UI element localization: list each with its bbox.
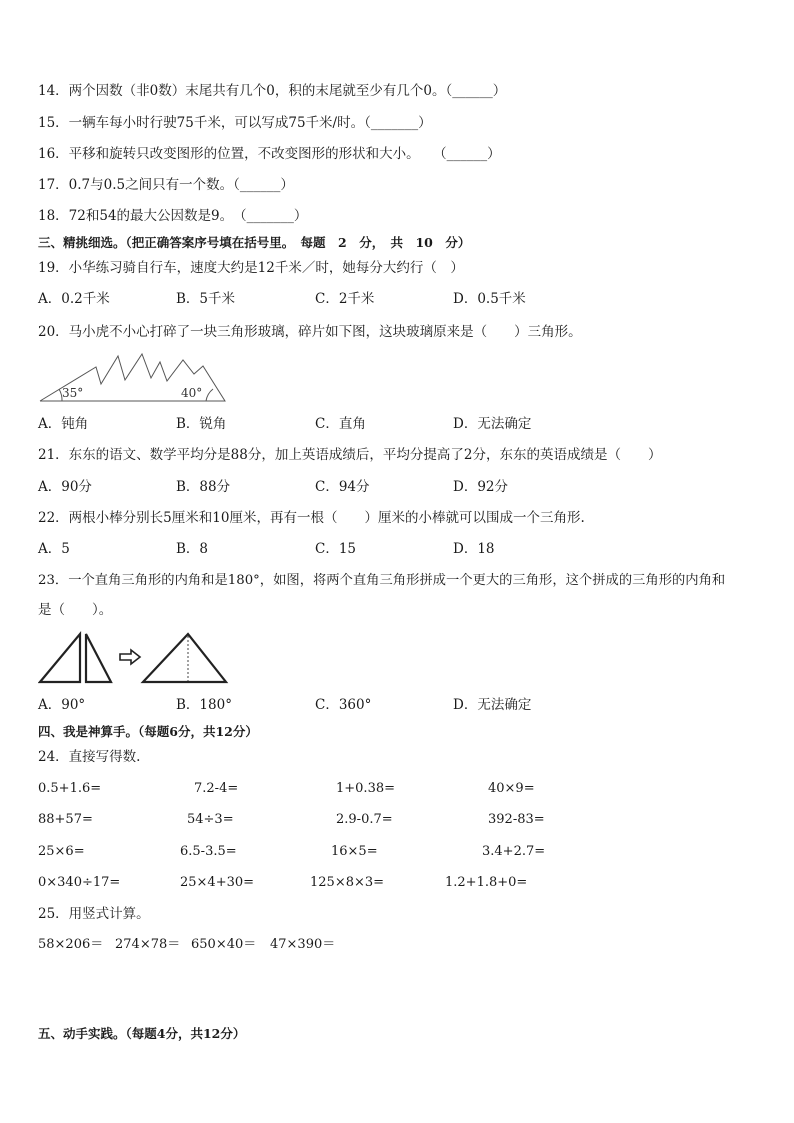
calc-item: 16×5= [331,844,378,859]
q23-option-a: A．90° [38,697,86,713]
question-16: 16．平移和旋转只改变图形的位置，不改变图形的形状和大小。 （______） [38,146,501,162]
calc-item: 392-83= [488,812,545,827]
q20-option-d: D．无法确定 [453,416,532,432]
q23-option-d: D．无法确定 [453,697,532,713]
q22-option-c: C．15 [315,541,357,557]
calc-item: 40×9= [488,781,535,796]
section-4-title: 四、我是神算手。（每题6分，共12分） [38,724,258,739]
question-24-stem: 24．直接写得数. [38,749,141,765]
calc-item: 0.5+1.6= [38,781,102,796]
calc-item: 2.9-0.7= [336,812,393,827]
calc-item: 25×4+30= [180,875,255,890]
calc-item: 1+0.38= [336,781,396,796]
triangles-figure [38,630,230,686]
vertical-calc-item: 274×78＝ [115,937,181,952]
question-21-stem: 21．东东的语文、数学平均分是88分，加上英语成绩后，平均分提高了2分，东东的英语成绩是（ ） [38,447,662,463]
vertical-calc-item: 47×390＝ [270,937,336,952]
q19-option-b: B．5千米 [176,291,236,307]
calc-item: 3.4+2.7= [482,844,546,859]
angle-label-right: 40° [181,386,203,400]
calc-item: 1.2+1.8+0= [445,875,528,890]
question-19-stem: 19．小华练习骑自行车，速度大约是12千米／时，她每分大约行（ ） [38,260,464,276]
q21-option-c: C．94分 [315,479,370,495]
calc-item: 25×6= [38,844,85,859]
q21-option-d: D．92分 [453,479,509,495]
calc-item: 54÷3= [187,812,234,827]
q19-option-a: A．0.2千米 [38,291,110,307]
section-3-title: 三、精挑细选。（把正确答案序号填在括号里。 每题 2 分， 共 10 分） [38,235,471,250]
angle-arc-right [206,389,213,401]
question-18: 18．72和54的最大公因数是9。 （_______） [38,208,308,224]
q20-option-b: B．锐角 [176,416,227,432]
question-17: 17．0.7与0.5之间只有一个数。（______） [38,177,294,193]
question-14: 14．两个因数（非0数）末尾共有几个0，积的末尾就至少有几个0。（______） [38,83,507,99]
right-triangle-left [40,634,80,682]
vertical-calc-item: 58×206＝ [38,937,104,952]
angle-label-left: 35° [62,386,84,400]
q20-option-a: A．钝角 [38,416,89,432]
calc-item: 7.2-4= [194,781,239,796]
calc-item: 6.5-3.5= [180,844,237,859]
question-23-stem-line2: 是（ ）。 [38,602,113,618]
calc-item: 88+57= [38,812,93,827]
question-23-stem-line1: 23．一个直角三角形的内角和是180°，如图，将两个直角三角形拼成一个更大的三角形，这个拼成的三角形的内角和 [38,573,726,588]
calc-item: 0×340÷17= [38,875,121,890]
q22-option-d: D．18 [453,541,495,557]
question-25-stem: 25．用竖式计算。 [38,906,150,922]
q19-option-c: C．2千米 [315,291,375,307]
arrow-icon [120,650,140,664]
q22-option-b: B．8 [176,541,209,557]
q22-option-a: A．5 [38,541,70,557]
combined-triangle [143,634,226,682]
question-15: 15．一辆车每小时行驶75千米，可以写成75千米/时。（_______） [38,115,432,131]
q20-option-c: C．直角 [315,416,366,432]
broken-glass-figure [38,350,228,404]
q21-option-b: B．88分 [176,479,231,495]
q19-option-d: D．0.5千米 [453,291,526,307]
calc-item: 125×8×3= [310,875,385,890]
vertical-calc-item: 650×40＝ [191,937,257,952]
section-5-title: 五、动手实践。（每题4分，共12分） [38,1026,246,1041]
question-22-stem: 22．两根小棒分别长5厘米和10厘米，再有一根（ ）厘米的小棒就可以围成一个三角形. [38,510,585,526]
question-20-stem: 20．马小虎不小心打碎了一块三角形玻璃，碎片如下图，这块玻璃原来是（ ）三角形。 [38,324,582,340]
q23-option-c: C．360° [315,697,372,713]
right-triangle-right [86,634,111,682]
q23-option-b: B．180° [176,697,232,713]
q21-option-a: A．90分 [38,479,92,495]
